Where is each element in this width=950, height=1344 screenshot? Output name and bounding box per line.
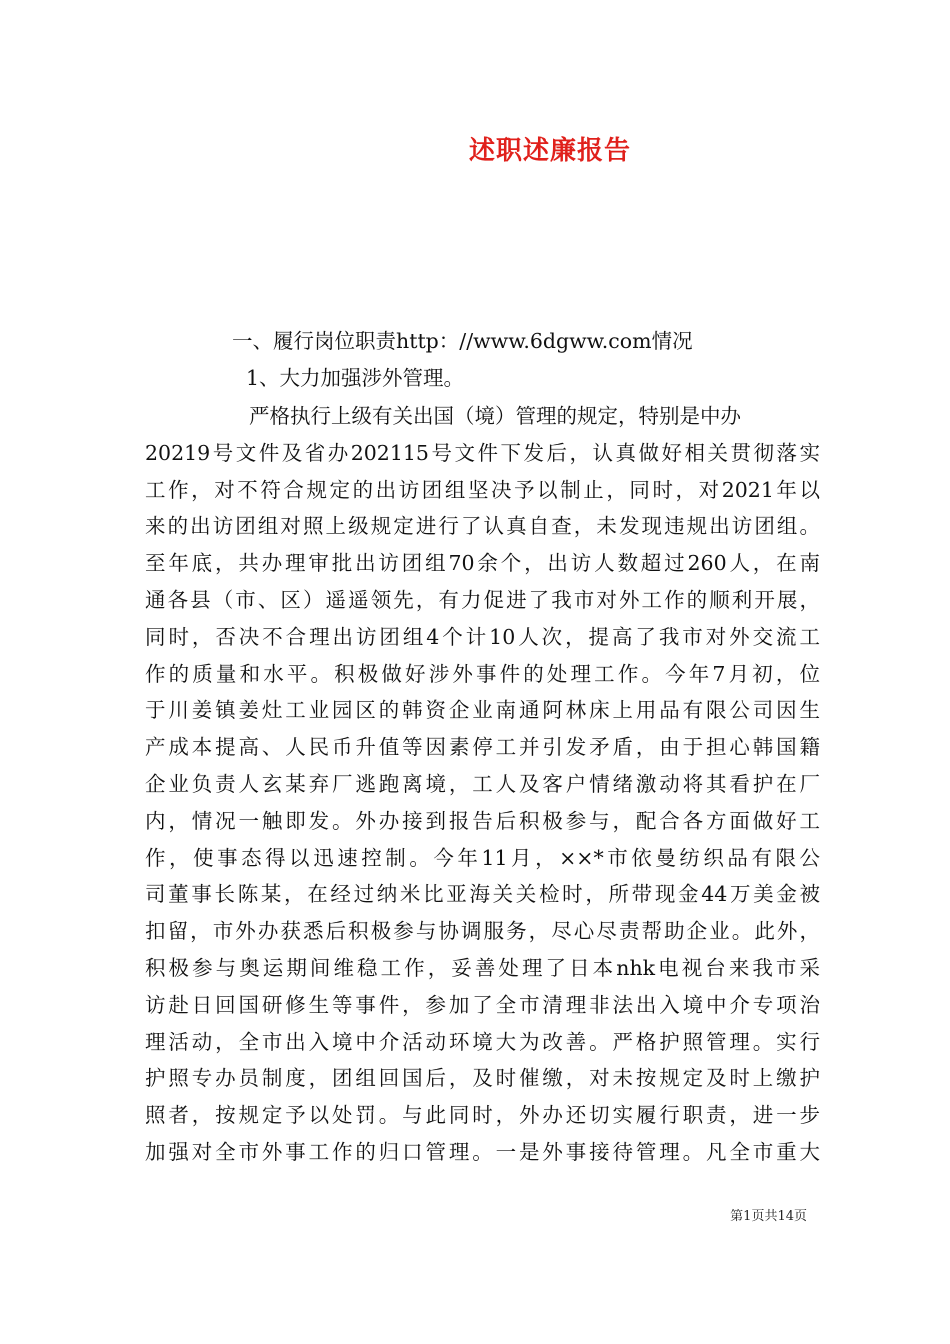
body-line: 作，使事态得以迅速控制。今年11月，××*市依曼纺织品有限公 — [145, 845, 820, 870]
section-heading: 一、履行岗位职责http：//www.6dgww.com情况 — [232, 329, 693, 353]
body-line: 20219号文件及省办202115号文件下发后，认真做好相关贯彻落实 — [145, 440, 820, 465]
body-line: 理活动，全市出入境中介活动环境大为改善。严格护照管理。实行 — [145, 1029, 820, 1054]
body-line: 来的出访团组对照上级规定进行了认真自查，未发现违规出访团组。 — [145, 514, 820, 539]
body-line: 加强对全市外事工作的归口管理。一是外事接待管理。凡全市重大 — [145, 1139, 820, 1164]
document-title: 述职述廉报告 — [468, 136, 631, 166]
page-footer: 第1页共14页 — [730, 1209, 807, 1224]
body-line: 产成本提高、人民币升值等因素停工并引发矛盾，由于担心韩国籍 — [145, 735, 820, 760]
body-text — [145, 398, 820, 1171]
body-line: 同时，否决不合理出访团组4个计10人次，提高了我市对外交流工 — [145, 624, 820, 649]
body-line: 扣留，市外办获悉后积极参与协调服务，尽心尽责帮助企业。此外， — [145, 919, 820, 944]
body-line: 于川姜镇姜灶工业园区的韩资企业南通阿林床上用品有限公司因生 — [145, 698, 820, 723]
body-line: 严格执行上级有关出国（境）管理的规定，特别是中办 — [249, 404, 741, 428]
body-line: 内，情况一触即发。外办接到报告后积极参与，配合各方面做好工 — [145, 808, 820, 833]
body-line: 司董事长陈某，在经过纳米比亚海关关检时，所带现金44万美金被 — [145, 882, 820, 907]
body-line: 作的质量和水平。积极做好涉外事件的处理工作。今年7月初，位 — [145, 661, 820, 686]
body-line: 照者，按规定予以处罚。与此同时，外办还切实履行职责，进一步 — [145, 1103, 820, 1128]
subsection-heading: 1、大力加强涉外管理。 — [246, 366, 465, 390]
body-line: 通各县（市、区）遥遥领先，有力促进了我市对外工作的顺利开展， — [145, 587, 820, 612]
body-line: 访赴日回国研修生等事件，参加了全市清理非法出入境中介专项治 — [145, 992, 820, 1017]
body-line: 至年底，共办理审批出访团组70余个，出访人数超过260人，在南 — [145, 551, 820, 576]
body-line: 企业负责人玄某弃厂逃跑离境，工人及客户情绪激动将其看护在厂 — [145, 771, 820, 796]
body-line: 工作，对不符合规定的出访团组坚决予以制止，同时，对2021年以 — [145, 477, 820, 502]
body-line: 护照专办员制度，团组回国后，及时催缴，对未按规定及时上缴护 — [145, 1066, 820, 1091]
body-line: 积极参与奥运期间维稳工作，妥善处理了日本nhk电视台来我市采 — [145, 955, 820, 980]
